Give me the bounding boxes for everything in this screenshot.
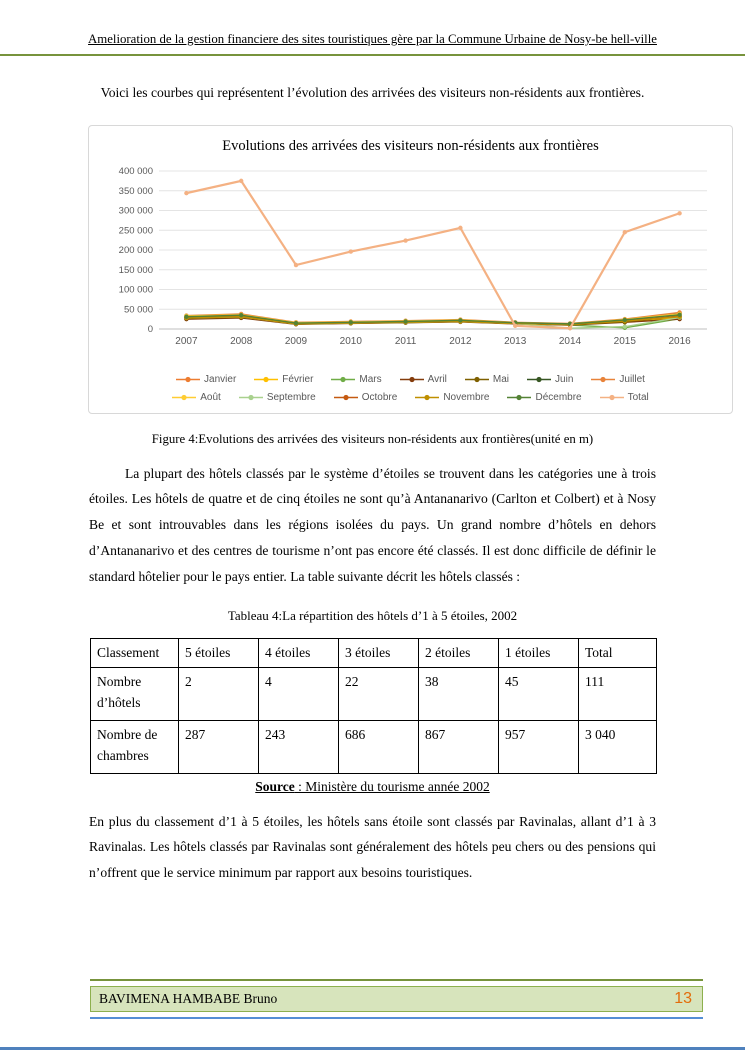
legend-label: Février bbox=[282, 373, 314, 385]
x-tick-label: 2013 bbox=[503, 335, 526, 347]
page-bottom-border bbox=[0, 1047, 745, 1050]
row-label: Nombre d’hôtels bbox=[91, 667, 179, 720]
legend-label: Total bbox=[627, 391, 649, 403]
legend-item-novembre bbox=[415, 392, 489, 403]
y-tick-label: 100 000 bbox=[118, 284, 153, 295]
footer-blue-divider bbox=[90, 1017, 703, 1019]
legend-label: Septembre bbox=[266, 391, 316, 403]
y-tick-label: 150 000 bbox=[118, 264, 153, 276]
table-header-cell: 3 étoiles bbox=[339, 638, 419, 667]
table-cell: 111 bbox=[579, 667, 657, 720]
table-cell: 4 bbox=[259, 667, 339, 720]
legend-swatch bbox=[400, 375, 424, 384]
legend-item-mai bbox=[465, 374, 509, 385]
y-tick-label: 0 bbox=[147, 323, 153, 335]
table-caption: Tableau 4:La répartition des hôtels d’1 à 5 étoiles, 2002 bbox=[227, 607, 518, 623]
legend-item-septembre bbox=[239, 392, 316, 403]
series-marker bbox=[567, 326, 571, 330]
legend-item-mars bbox=[331, 374, 381, 385]
series-marker bbox=[184, 314, 188, 318]
header-divider bbox=[0, 54, 745, 56]
table-header-cell: 1 étoiles bbox=[499, 638, 579, 667]
y-tick-label: 300 000 bbox=[118, 205, 153, 216]
legend-swatch bbox=[527, 375, 551, 384]
table-cell: 957 bbox=[499, 720, 579, 773]
series-marker bbox=[403, 238, 407, 242]
legend-label: Janvier bbox=[204, 373, 237, 385]
chart-legend-row bbox=[94, 392, 727, 403]
hotels-table bbox=[90, 638, 657, 774]
legend-item-janvier bbox=[176, 374, 236, 385]
series-marker bbox=[239, 178, 243, 182]
legend-item-février bbox=[254, 374, 313, 385]
legend-item-avril bbox=[400, 374, 447, 385]
legend-label: Mai bbox=[492, 373, 510, 385]
legend-item-décembre bbox=[507, 392, 581, 403]
legend-label: Octobre bbox=[361, 391, 398, 403]
legend-swatch bbox=[465, 375, 489, 384]
table-cell: 3 040 bbox=[579, 720, 657, 773]
footer-green-divider bbox=[90, 979, 703, 981]
legend-swatch bbox=[172, 393, 196, 402]
legend-label: Août bbox=[200, 391, 221, 403]
series-marker bbox=[458, 318, 462, 322]
series-marker bbox=[348, 320, 352, 324]
running-header: Amelioration de la gestion financiere des sites touristiques gère par la Commune Urbaine de Nosy-be hell-ville bbox=[88, 32, 657, 46]
row-label: Nombre de chambres bbox=[91, 720, 179, 773]
series-marker bbox=[622, 317, 626, 321]
legend-swatch bbox=[331, 375, 355, 384]
x-tick-label: 2007 bbox=[174, 335, 198, 347]
x-tick-label: 2009 bbox=[284, 335, 307, 347]
x-tick-label: 2010 bbox=[339, 335, 362, 347]
source-text: : Ministère du tourisme année 2002 bbox=[294, 778, 490, 794]
table-row-nombre-chambres bbox=[91, 720, 657, 773]
y-tick-label: 400 000 bbox=[118, 165, 153, 177]
legend-label: Juillet bbox=[619, 373, 645, 385]
table-header-cell: 2 étoiles bbox=[419, 638, 499, 667]
series-marker bbox=[622, 324, 626, 328]
footer-author: BAVIMENA HAMBABE Bruno bbox=[99, 991, 278, 1006]
table-row-nombre-hotels bbox=[91, 667, 657, 720]
legend-swatch bbox=[591, 375, 615, 384]
y-tick-label: 350 000 bbox=[118, 185, 153, 197]
legend-swatch bbox=[334, 393, 358, 402]
footer-band bbox=[90, 986, 703, 1012]
x-tick-label: 2008 bbox=[229, 335, 252, 347]
chart-title: Evolutions des arrivées des visiteurs non-résidents aux frontières bbox=[222, 137, 599, 154]
legend-label: Mars bbox=[359, 373, 382, 385]
series-marker bbox=[293, 262, 297, 266]
legend-swatch bbox=[600, 393, 624, 402]
source-label: Source bbox=[255, 778, 295, 794]
legend-item-juin bbox=[527, 374, 573, 385]
table-cell: 45 bbox=[499, 667, 579, 720]
page-number: 13 bbox=[674, 990, 692, 1007]
chart-legend-row bbox=[94, 374, 727, 385]
legend-swatch bbox=[254, 375, 278, 384]
series-marker bbox=[348, 249, 352, 253]
table-cell: 2 bbox=[179, 667, 259, 720]
table-header-cell: 4 étoiles bbox=[259, 638, 339, 667]
series-marker bbox=[513, 323, 517, 327]
series-marker bbox=[293, 320, 297, 324]
table-cell: 38 bbox=[419, 667, 499, 720]
series-marker bbox=[403, 319, 407, 323]
x-tick-label: 2012 bbox=[448, 335, 472, 347]
table-header-cell: Total bbox=[579, 638, 657, 667]
table-source bbox=[0, 779, 745, 795]
legend-swatch bbox=[239, 393, 263, 402]
legend-label: Juin bbox=[555, 373, 574, 385]
legend-item-total bbox=[600, 392, 649, 403]
x-tick-label: 2015 bbox=[613, 335, 636, 347]
series-marker bbox=[239, 312, 243, 316]
legend-label: Décembre bbox=[535, 391, 582, 403]
series-marker bbox=[458, 225, 462, 229]
table-cell: 22 bbox=[339, 667, 419, 720]
table-header-cell: 5 étoiles bbox=[179, 638, 259, 667]
table-header-cell: Classement bbox=[91, 638, 179, 667]
x-tick-label: 2016 bbox=[667, 335, 691, 347]
table-header-row bbox=[91, 638, 657, 667]
arrivals-chart bbox=[88, 125, 733, 414]
paragraph-ravinalas: En plus du classement d’1 à 5 étoiles, les hôtels sans étoile sont classés par Ravinalas, allant d’1 à 3 Ravinalas. Les hôtels classés par Ravinalas sont généralement des hôtels peu chers ou des pensions qui n’offrent que le service minimum par rapport aux besoins touristiques. bbox=[89, 813, 656, 881]
page-footer bbox=[90, 979, 703, 1019]
intro-text: Voici les courbes qui représentent l’évolution des arrivées des visiteurs non-résidents aux frontières. bbox=[100, 85, 645, 100]
series-line-total bbox=[186, 180, 679, 327]
legend-label: Avril bbox=[427, 373, 447, 385]
legend-item-août bbox=[172, 392, 221, 403]
legend-item-juillet bbox=[591, 374, 645, 385]
table-cell: 287 bbox=[179, 720, 259, 773]
chart-legend bbox=[94, 374, 727, 403]
chart-plot bbox=[101, 159, 721, 367]
y-tick-label: 250 000 bbox=[118, 224, 153, 236]
paragraph-hotels: La plupart des hôtels classés par le système d’étoiles se trouvent dans les catégories une à trois étoiles. Les hôtels de quatre et de cinq étoiles ne sont qu’à Antananarivo (Carlton et Colbert) et à Nosy Be et sont introuvables dans les régions isolées du pays. Un grand nombre d’hôtels en dehors d’Antananarivo et des centres de tourisme n’ont pas encore été classés. Il est donc difficile de définir le standard hôtelier pour le pays entier. La table suivante décrit les hôtels classés : bbox=[89, 465, 656, 584]
table-cell: 243 bbox=[259, 720, 339, 773]
x-tick-label: 2011 bbox=[394, 335, 416, 347]
legend-swatch bbox=[507, 393, 531, 402]
legend-swatch bbox=[415, 393, 439, 402]
figure-caption: Figure 4:Evolutions des arrivées des visiteurs non-résidents aux frontières(unité en m) bbox=[151, 431, 594, 446]
x-tick-label: 2014 bbox=[558, 335, 581, 347]
series-marker bbox=[622, 230, 626, 234]
table-cell: 867 bbox=[419, 720, 499, 773]
legend-item-octobre bbox=[334, 392, 398, 403]
y-tick-label: 200 000 bbox=[118, 244, 153, 256]
series-marker bbox=[677, 211, 681, 215]
series-marker bbox=[677, 312, 681, 316]
series-marker bbox=[184, 190, 188, 194]
y-tick-label: 50 000 bbox=[123, 303, 153, 315]
table-cell: 686 bbox=[339, 720, 419, 773]
legend-swatch bbox=[176, 375, 200, 384]
legend-label: Novembre bbox=[443, 391, 490, 403]
